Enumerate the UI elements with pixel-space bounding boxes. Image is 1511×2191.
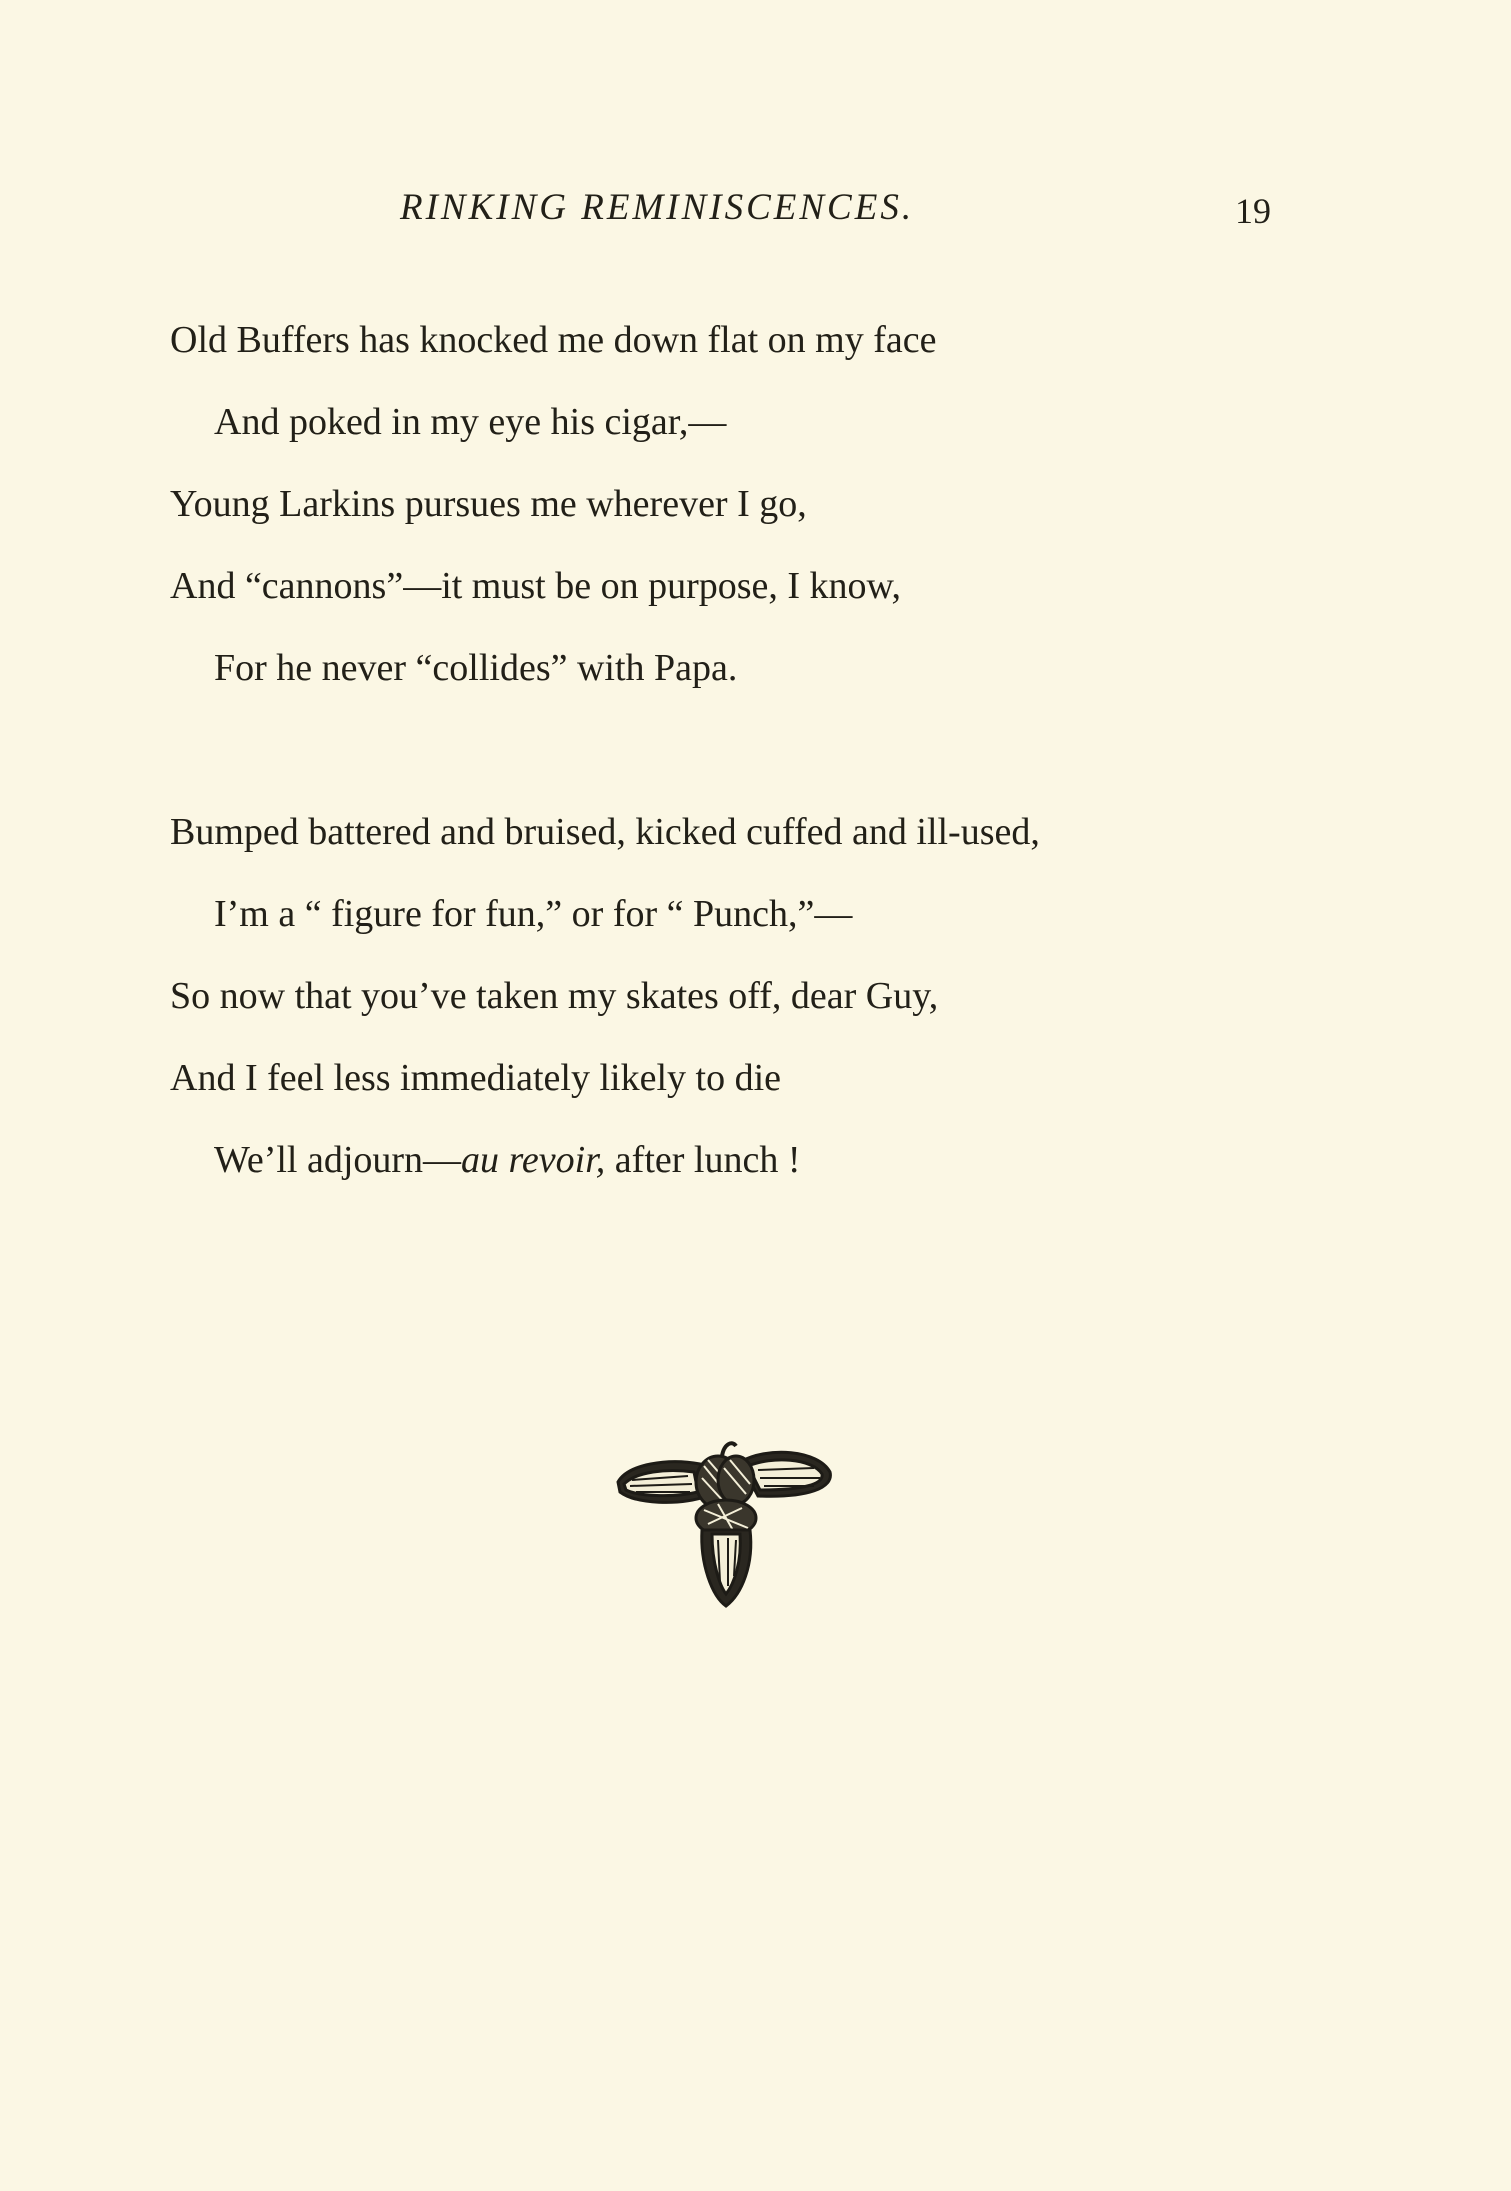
italic-phrase: au revoir, — [461, 1139, 606, 1181]
verse-line: Bumped battered and bruised, kicked cuffed and ill-used, — [170, 811, 1040, 853]
page-number: 19 — [1235, 191, 1271, 231]
verse-text: after lunch ! — [605, 1139, 801, 1181]
running-title: RINKING REMINISCENCES. — [400, 187, 915, 228]
stanza-2 — [170, 804, 1370, 1214]
verse-line: Old Buffers has knocked me down flat on my face — [170, 319, 937, 361]
verse-line: And I feel less immediately likely to die — [170, 1057, 782, 1099]
verse-line: For he never “collides” with Papa. — [214, 647, 738, 689]
verse-line: And “cannons”—it must be on purpose, I know, — [170, 565, 902, 607]
verse-line: And poked in my eye his cigar,— — [214, 401, 727, 443]
verse-line-last — [170, 1132, 1370, 1214]
verse-line: Young Larkins pursues me wherever I go, — [170, 483, 807, 525]
verse-text: We’ll adjourn— — [214, 1139, 462, 1181]
verse-line: I’m a “ figure for fun,” or for “ Punch,”— — [214, 893, 853, 935]
verse-line: So now that you’ve taken my skates off, dear Guy, — [170, 975, 939, 1017]
acorn-cluster-icon — [608, 1436, 838, 1612]
stanza-1 — [170, 312, 1370, 722]
